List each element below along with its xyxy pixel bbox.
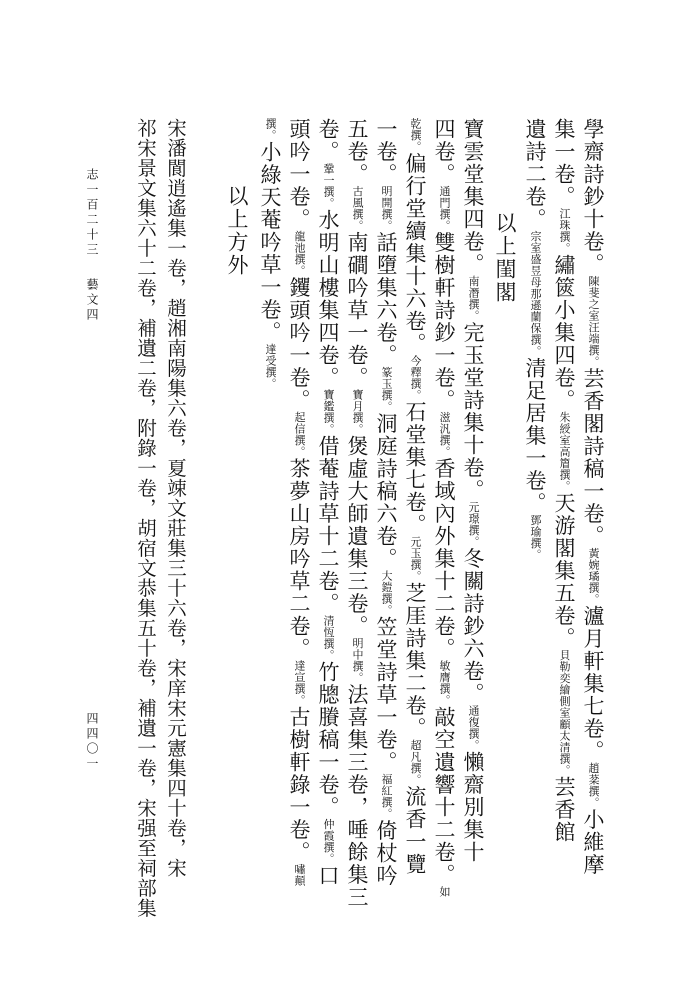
author-note: 篆玉撰。	[380, 366, 393, 413]
page-number: 四四〇一	[85, 712, 99, 772]
work-title: 四卷。	[432, 118, 456, 186]
work-title: 卷。	[316, 118, 340, 163]
author-note: 明中撰。	[351, 637, 364, 684]
work-title: 寶雲堂集四卷。	[461, 118, 485, 276]
text-column	[371, 118, 401, 887]
work-title: 話墮集六卷。	[374, 231, 398, 367]
text-column	[255, 118, 285, 390]
author-note: 乾撰。	[409, 118, 422, 153]
text-column	[520, 118, 550, 561]
author-note: 龍池撰。	[293, 230, 306, 277]
work-title: 遺詩二卷。	[523, 118, 547, 231]
author-note: 嘯顛	[293, 863, 306, 887]
work-title: 一卷。	[374, 118, 398, 186]
work-title: 流香一覽	[403, 785, 427, 876]
work-title: 南磵吟草一卷。	[345, 231, 369, 389]
work-title: 芸香閣詩稿一卷。	[581, 367, 605, 548]
work-title: 清足居集一卷。	[523, 357, 547, 515]
author-note: 今釋撰。	[409, 355, 422, 401]
work-title: 芝厓詩集二卷。	[403, 582, 427, 740]
author-note: 仲霞撰。	[322, 818, 335, 865]
work-title: 水明山樓集四卷。	[316, 209, 340, 389]
work-title: 倚杖吟	[374, 819, 398, 887]
author-note: 江珠撰。	[558, 208, 571, 254]
work-title: 茶夢山房吟草二卷。	[287, 457, 311, 660]
work-title: 集一卷。	[552, 118, 576, 208]
work-title: 口	[316, 864, 340, 887]
work-title: 芸香館	[552, 776, 576, 844]
text-column	[578, 118, 608, 876]
author-note: 朱綬室高篃撰。	[558, 411, 571, 492]
author-note: 寶月撰。	[351, 389, 364, 435]
author-note: 達受撰。	[264, 343, 277, 390]
work-title: 學齋詩鈔十卷。	[581, 118, 605, 276]
work-title: 冬關詩鈔六卷。	[461, 547, 485, 705]
section-heading-fangwai: 以上方外	[225, 185, 249, 277]
author-note: 寶鑑撰。	[322, 389, 335, 435]
author-note: 福紅撰。	[380, 773, 393, 820]
author-note: 達宣撰。	[293, 660, 306, 706]
work-title: 钁頭吟一卷。	[287, 276, 311, 412]
work-title: 洞庭詩稿六卷。	[374, 412, 398, 570]
author-note: 元玉撰。	[409, 536, 422, 582]
author-note: 滋汎撰。	[438, 411, 451, 458]
author-note: 黃婉璚撰。	[587, 547, 600, 605]
text-column	[342, 118, 372, 909]
author-note: 敏膺撰。	[438, 660, 451, 706]
text-column	[549, 118, 579, 844]
author-note: 通復撰。	[467, 705, 480, 751]
author-note: 撰。	[264, 118, 277, 141]
author-note: 宗室盛昱母那遜蘭保撰。	[529, 230, 542, 357]
work-title: 偏行堂續集十六卷。	[403, 152, 427, 355]
work-title: 完玉堂詩集十卷。	[461, 321, 485, 502]
section-heading-guige: 以上閨閣	[493, 212, 517, 304]
work-title: 香域內外集十二卷。	[432, 457, 456, 660]
author-note: 元璟撰。	[467, 501, 480, 548]
work-title: 借菴詩草十二卷。	[316, 435, 340, 615]
work-title: 竹牕賸稿一卷。	[316, 661, 340, 819]
author-note: 鄧瑜撰。	[529, 514, 542, 561]
folio-chapter: 志一百二十三	[85, 168, 99, 258]
author-note: 起信撰。	[293, 411, 306, 458]
work-title: 石堂集七卷。	[403, 401, 427, 536]
author-note: 趙棻撰。	[587, 762, 600, 809]
work-title: 煲虛大師遺集三卷。	[345, 435, 369, 638]
text-column	[284, 118, 314, 887]
work-title: 小維摩	[581, 808, 605, 876]
author-note: 超凡撰。	[409, 739, 422, 786]
work-title: 古樹軒錄一卷。	[287, 706, 311, 864]
text-column	[313, 118, 343, 887]
work-title: 懶齋別集十	[461, 751, 485, 864]
work-title: 小綠天菴吟草一卷。	[258, 141, 282, 344]
work-title: 敲空遺響十二卷。	[432, 706, 456, 886]
folio-section: 藝文四	[85, 278, 99, 323]
work-title: 天游閣集五卷。	[552, 492, 576, 650]
author-note: 貝勒奕繪側室顧太清撰。	[558, 649, 571, 776]
text-column: 宋潘閬逍遙集一卷，趙湘南陽集六卷，夏竦文莊集三十六卷，宋庠宋元憲集四十卷，宋	[164, 118, 187, 878]
work-title: 頭吟一卷。	[287, 118, 311, 231]
work-title: 五卷。	[345, 118, 369, 186]
text-column	[458, 118, 488, 864]
author-note: 如	[438, 886, 451, 898]
author-note: 古風撰。	[351, 185, 364, 232]
author-note: 清恆撰。	[322, 615, 335, 661]
work-title: 雙樹軒詩鈔一卷。	[432, 231, 456, 412]
work-title: 法喜集三卷，唾餘集三	[345, 683, 369, 909]
text-column	[400, 118, 430, 876]
author-note: 南潛撰。	[467, 275, 480, 322]
author-note: 大鎧撰。	[380, 570, 393, 616]
text-column: 祁宋景文集六十二卷，補遺二卷，附錄一卷，胡宿文恭集五十卷，補遺一卷，宋强至祠部集	[134, 118, 157, 918]
author-note: 通門撰。	[438, 185, 451, 232]
work-title: 笠堂詩草一卷。	[374, 616, 398, 774]
author-note: 明開撰。	[380, 185, 393, 232]
author-note: 陳斐之室汪端撰。	[587, 275, 600, 368]
work-title: 瀘月軒集七卷。	[581, 605, 605, 763]
text-column	[429, 118, 459, 898]
author-note: 鞏一撰。	[322, 163, 335, 209]
work-title: 繡篋小集四卷。	[552, 254, 576, 412]
